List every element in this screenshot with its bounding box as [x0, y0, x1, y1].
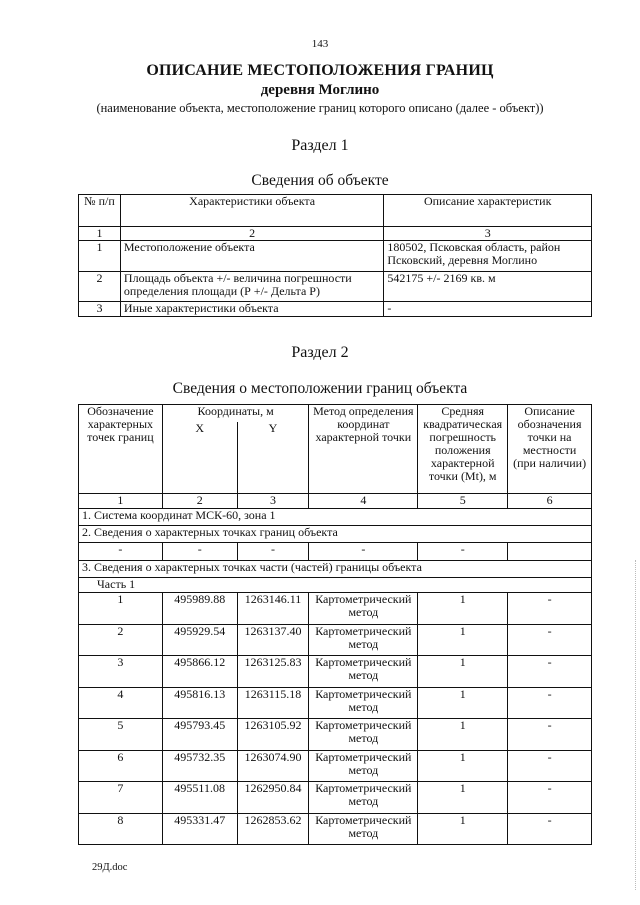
boundary-section-row [79, 526, 592, 543]
header-x: X [162, 422, 237, 494]
part-label-row [79, 578, 592, 593]
file-name: 29Д.doc [92, 862, 128, 873]
header-cell: Описание характеристик [384, 195, 592, 227]
characteristic-name: Иные характеристики объекта [120, 302, 383, 317]
empty-cell: - [79, 543, 163, 561]
point-number: 3 [79, 656, 163, 688]
coordinate-system-row [79, 509, 592, 526]
accuracy: 1 [418, 782, 508, 814]
method: Картометрический метод [309, 593, 418, 625]
section2-heading: Раздел 2 [291, 344, 349, 361]
header-description: Описание обозначения точки на местности (при наличии) [508, 405, 592, 494]
accuracy: 1 [418, 624, 508, 656]
row-number: 1 [79, 241, 121, 272]
coordinate-y: 1262853.62 [237, 813, 309, 845]
table-row [79, 782, 592, 814]
coordinate-y: 1263074.90 [237, 750, 309, 782]
coordinate-x: 495816.13 [162, 687, 237, 719]
table-header-row [79, 195, 592, 227]
point-description: - [508, 624, 592, 656]
column-number: 3 [237, 494, 309, 509]
coordinate-x: 495331.47 [162, 813, 237, 845]
scan-edge [629, 560, 636, 890]
row-number: 2 [79, 272, 121, 302]
column-number-row [79, 494, 592, 509]
point-number: 2 [79, 624, 163, 656]
column-number: 1 [79, 494, 163, 509]
row-number: 3 [79, 302, 121, 317]
table-row [79, 272, 592, 302]
points-body [79, 593, 592, 845]
coordinate-system-label: 1. Система координат МСК-60, зона 1 [79, 509, 592, 526]
coordinate-x: 495929.54 [162, 624, 237, 656]
coordinate-x: 495732.35 [162, 750, 237, 782]
column-number: 6 [508, 494, 592, 509]
header-point: Обозначение характерных точек границ [79, 405, 163, 494]
coordinate-x: 495511.08 [162, 782, 237, 814]
coordinate-y: 1263115.18 [237, 687, 309, 719]
parts-section-label: 3. Сведения о характерных точках части (частей) границы объекта [79, 561, 592, 578]
method: Картометрический метод [309, 782, 418, 814]
page-number: 143 [311, 38, 329, 50]
characteristic-value: - [384, 302, 592, 317]
document-title: ОПИСАНИЕ МЕСТОПОЛОЖЕНИЯ ГРАНИЦ [146, 62, 494, 79]
coordinate-y: 1263125.83 [237, 656, 309, 688]
boundary-section-label: 2. Сведения о характерных точках границ объекта [79, 526, 592, 543]
boundary-points-table [78, 404, 592, 845]
method: Картометрический метод [309, 624, 418, 656]
method: Картометрический метод [309, 656, 418, 688]
point-number: 7 [79, 782, 163, 814]
method: Картометрический метод [309, 813, 418, 845]
characteristic-value: 180502, Псковская область, район Псковский, деревня Моглино [384, 241, 592, 272]
accuracy: 1 [418, 593, 508, 625]
coordinate-y: 1263137.40 [237, 624, 309, 656]
method: Картометрический метод [309, 750, 418, 782]
section1-heading: Раздел 1 [291, 137, 349, 154]
coordinate-x: 495989.88 [162, 593, 237, 625]
header-method: Метод определения координат характерной точки [309, 405, 418, 494]
empty-cell: - [162, 543, 237, 561]
parts-section-row [79, 561, 592, 578]
header-coordinates: Координаты, м [162, 405, 309, 422]
boundary-empty-row [79, 543, 592, 561]
table-row [79, 302, 592, 317]
table-row [79, 593, 592, 625]
section1-table-title: Сведения об объекте [251, 172, 389, 189]
coordinate-y: 1263105.92 [237, 719, 309, 751]
characteristic-name: Площадь объекта +/- величина погрешности определения площади (Р +/- Дельта Р) [120, 272, 383, 302]
accuracy: 1 [418, 750, 508, 782]
method: Картометрический метод [309, 719, 418, 751]
header-accuracy: Средняя квадратическая погрешность положения характерной точки (Mt), м [418, 405, 508, 494]
coordinate-x: 495866.12 [162, 656, 237, 688]
empty-cell: - [418, 543, 508, 561]
column-number-row [79, 227, 592, 241]
point-description: - [508, 750, 592, 782]
column-number: 4 [309, 494, 418, 509]
table-row [79, 624, 592, 656]
method: Картометрический метод [309, 687, 418, 719]
section2-table-title: Сведения о местоположении границ объекта [172, 380, 468, 397]
table-row [79, 656, 592, 688]
point-number: 4 [79, 687, 163, 719]
part-label: Часть 1 [79, 578, 592, 593]
object-info-table [78, 194, 592, 317]
empty-cell [508, 543, 592, 561]
coordinate-y: 1262950.84 [237, 782, 309, 814]
object-name-note: (наименование объекта, местоположение границ которого описано (далее - объект)) [96, 101, 544, 115]
point-number: 6 [79, 750, 163, 782]
coordinate-x: 495793.45 [162, 719, 237, 751]
column-number: 5 [418, 494, 508, 509]
characteristic-value: 542175 +/- 2169 кв. м [384, 272, 592, 302]
point-description: - [508, 813, 592, 845]
accuracy: 1 [418, 656, 508, 688]
point-description: - [508, 782, 592, 814]
header-cell: Характеристики объекта [120, 195, 383, 227]
table-row [79, 813, 592, 845]
column-number: 3 [384, 227, 592, 241]
header-y: Y [237, 422, 309, 494]
column-number: 2 [162, 494, 237, 509]
point-description: - [508, 719, 592, 751]
table-row [79, 750, 592, 782]
point-description: - [508, 593, 592, 625]
header-cell: № п/п [79, 195, 121, 227]
coordinate-y: 1263146.11 [237, 593, 309, 625]
empty-cell: - [237, 543, 309, 561]
column-number: 2 [120, 227, 383, 241]
column-number: 1 [79, 227, 121, 241]
point-description: - [508, 656, 592, 688]
table-row [79, 241, 592, 272]
table-header-row [79, 405, 592, 422]
point-description: - [508, 687, 592, 719]
table-row [79, 687, 592, 719]
point-number: 8 [79, 813, 163, 845]
object-name: деревня Моглино [260, 82, 380, 98]
characteristic-name: Местоположение объекта [120, 241, 383, 272]
empty-cell: - [309, 543, 418, 561]
accuracy: 1 [418, 813, 508, 845]
accuracy: 1 [418, 719, 508, 751]
table-row [79, 719, 592, 751]
accuracy: 1 [418, 687, 508, 719]
point-number: 1 [79, 593, 163, 625]
point-number: 5 [79, 719, 163, 751]
